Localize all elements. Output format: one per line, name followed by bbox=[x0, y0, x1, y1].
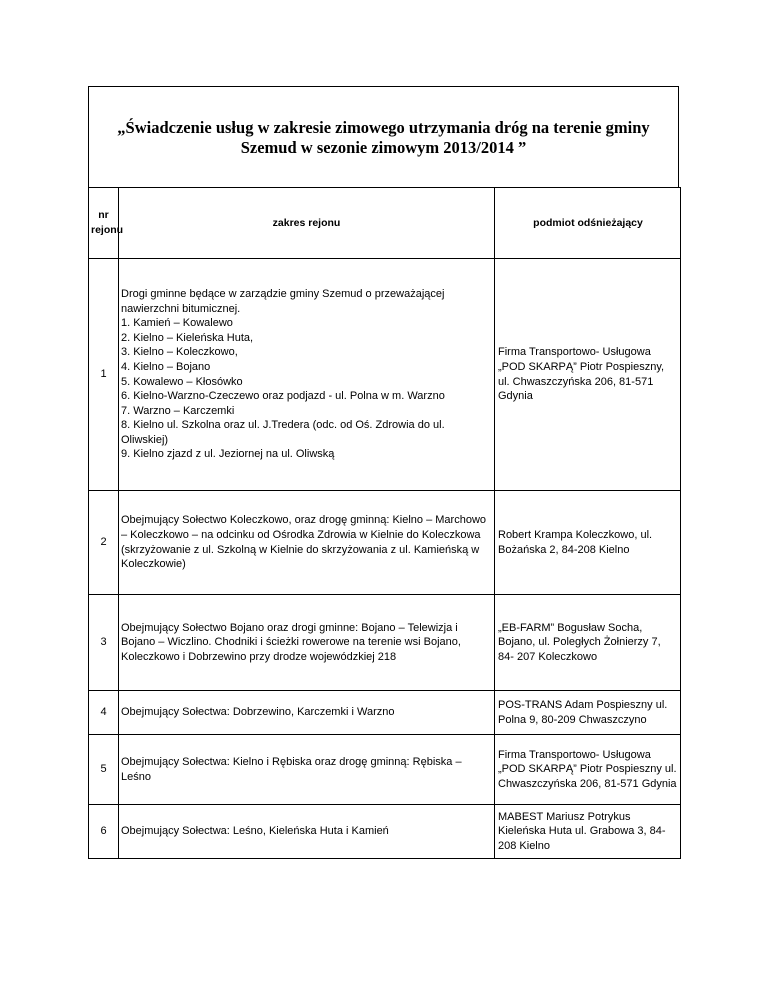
district-number: 6 bbox=[89, 805, 119, 859]
district-scope: Obejmujący Sołectwo Bojano oraz drogi gminne: Bojano – Telewizja i Bojano – Wiczlino. Chodniki i ścieżki rowerowe na terenie wsi Bojano, Koleczkowo i Dobrzewino przy drodze wojewódzkiej 218 bbox=[119, 595, 495, 691]
table-row bbox=[89, 805, 681, 859]
district-scope: Drogi gminne będące w zarządzie gminy Szemud o przeważającej nawierzchni bitumicznej. 1. Kamień – Kowalewo 2. Kielno – Kieleńska Huta, 3. Kielno – Koleczkowo, 4. Kielno – Bojano 5. Kowalewo – Kłosówko 6. Kielno-Warzno-Czeczewo oraz podjazd - ul. Polna w m. Warzno 7. Warzno – Karczemki 8. Kielno ul. Szkolna oraz ul. J.Tredera (odc. od Oś. Zdrowia do ul. Oliwskiej) 9. Kielno zjazd z ul. Jeziornej na ul. Oliwską bbox=[119, 259, 495, 491]
district-scope: Obejmujący Sołectwa: Dobrzewino, Karczemki i Warzno bbox=[119, 691, 495, 735]
table-row bbox=[89, 691, 681, 735]
header-snow-removal-contractor: podmiot odśnieżający bbox=[495, 188, 681, 259]
contractor: Firma Transportowo- Usługowa „POD SKARPĄ” Piotr Pospieszny, ul. Chwaszczyńska 206, 81-571 Gdynia bbox=[495, 259, 681, 491]
table-row bbox=[89, 735, 681, 805]
table-row bbox=[89, 595, 681, 691]
district-number: 5 bbox=[89, 735, 119, 805]
document-title: „Świadczenie usług w zakresie zimowego utrzymania dróg na terenie gminy Szemud w sezonie zimowym 2013/2014 ” bbox=[117, 118, 650, 157]
district-scope: Obejmujący Sołectwa: Kielno i Rębiska oraz drogę gminną: Rębiska – Leśno bbox=[119, 735, 495, 805]
contractor: Robert Krampa Koleczkowo, ul. Bożańska 2, 84-208 Kielno bbox=[495, 491, 681, 595]
district-number: 2 bbox=[89, 491, 119, 595]
contractor: MABEST Mariusz Potrykus Kieleńska Huta ul. Grabowa 3, 84-208 Kielno bbox=[495, 805, 681, 859]
contractor: POS-TRANS Adam Pospieszny ul. Polna 9, 80-209 Chwaszczyno bbox=[495, 691, 681, 735]
district-scope: Obejmujący Sołectwo Koleczkowo, oraz drogę gminną: Kielno – Marchowo – Koleczkowo – na odcinku od Ośrodka Zdrowia w Kielnie do Koleczkowa (skrzyżowanie z ul. Szkolną w Kielnie do skrzyżowania z ul. Kamieńską w Koleczkowie) bbox=[119, 491, 495, 595]
header-district-scope: zakres rejonu bbox=[119, 188, 495, 259]
document bbox=[88, 86, 680, 859]
district-number: 1 bbox=[89, 259, 119, 491]
district-number: 4 bbox=[89, 691, 119, 735]
contractor: „EB-FARM” Bogusław Socha, Bojano, ul. Poległych Żołnierzy 7, 84- 207 Koleczkowo bbox=[495, 595, 681, 691]
header-district-number: nr rejonu bbox=[89, 188, 119, 259]
contractor: Firma Transportowo- Usługowa „POD SKARPĄ” Piotr Pospieszny ul. Chwaszczyńska 206, 81-571 Gdynia bbox=[495, 735, 681, 805]
table-row bbox=[89, 491, 681, 595]
districts-table bbox=[88, 187, 681, 859]
district-number: 3 bbox=[89, 595, 119, 691]
title-box bbox=[88, 86, 679, 188]
district-scope: Obejmujący Sołectwa: Leśno, Kieleńska Huta i Kamień bbox=[119, 805, 495, 859]
table-row bbox=[89, 259, 681, 491]
table-header-row bbox=[89, 188, 681, 259]
